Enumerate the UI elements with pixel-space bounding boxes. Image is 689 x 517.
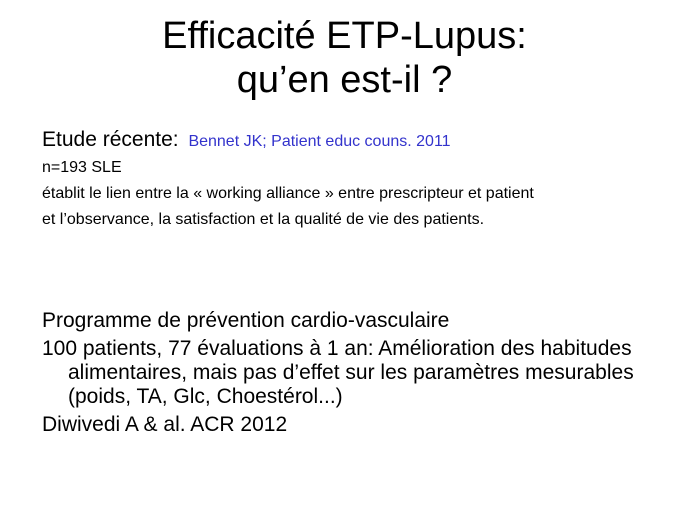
slide-title-line-2: qu’en est-il ? [236,59,453,101]
study-reference: Bennet JK; Patient educ couns. 2011 [188,133,451,150]
study-finding-line-2: et l’observance, la satisfaction et la qualité de vie des patients. [42,211,485,228]
study-sample-size: n=193 SLE [42,159,122,176]
slide-title [0,14,689,102]
study-heading: Etude récente: [42,128,179,151]
program-citation: Diwivedi A & al. ACR 2012 [42,413,288,436]
program-section [42,309,672,441]
slide-title-line-1: Efficacité ETP-Lupus: [162,15,527,57]
study-section [42,127,682,233]
study-finding-line-1: établit le lien entre la « working alliance » entre prescripteur et patient [42,185,534,202]
program-heading: Programme de prévention cardio-vasculaire [42,309,450,332]
program-result: 100 patients, 77 évaluations à 1 an: Amélioration des habitudes alimentaires, mais pas d’effet sur les paramètres mesurables (poids, TA, Glc, Choestérol...) [42,337,634,408]
study-heading-row [42,127,682,155]
